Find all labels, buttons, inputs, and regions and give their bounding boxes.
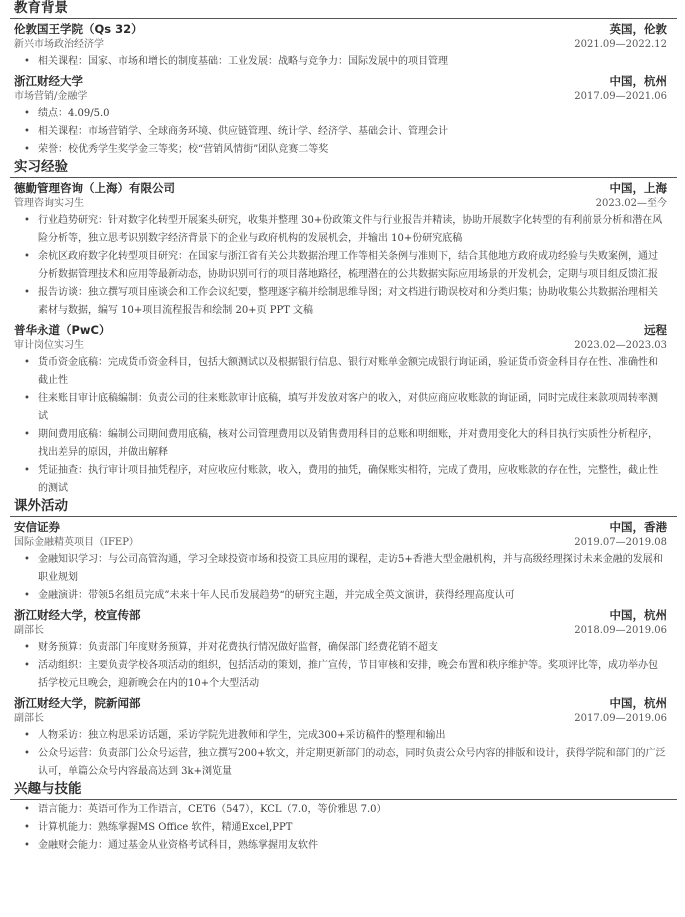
entry-date: 2021.09—2022.12 — [574, 39, 667, 50]
entry-date: 2017.09—2019.06 — [574, 713, 667, 724]
entry-bullets — [10, 212, 677, 320]
entry-subheader — [10, 338, 677, 353]
bullet-item: • 金融财会能力：通过基金从业资格考试科目，熟练掌握用友软件 — [24, 837, 667, 855]
entry-subheader — [10, 196, 677, 211]
entry-bullets — [10, 53, 677, 71]
entry-date: 2018.09—2019.06 — [574, 625, 667, 636]
activity-entry — [10, 695, 677, 781]
bullet-item: • 金融知识学习：与公司高管沟通，学习全球投资市场和投资工具应用的课程，走访5+香港大型金融机构，并与高级经理探讨未来金融的发展和职业规划 — [24, 551, 667, 587]
entry-role: 审计岗位实习生 — [14, 340, 84, 351]
entry-location: 中国，杭州 — [609, 608, 667, 622]
bullet-item: • 往来账目审计底稿编制：负责公司的往来账款审计底稿，填写并发放对客户的收入，对供应商应收账款的询证函，同时完成往来款项周转率测试 — [24, 390, 667, 426]
bullet-item: • 报告访谈：独立撰写项目座谈会和工作会议纪要，整理逐字稿并绘制思维导图；对文档进行勘误校对和分类归集；协助收集公共数据治理相关素材与数据，编写 10+项目流程报告和绘制 20+页 PPT 文稿 — [24, 284, 667, 320]
activity-entry — [10, 607, 677, 693]
bullet-item: • 金融演讲：带领5名组员完成”未来十年人民币发展趋势“的研究主题，并完成全英文演讲，获得经理高度认可 — [24, 587, 667, 605]
bullet-item: • 绩点：4.09/5.0 — [24, 105, 667, 123]
entry-role: 新兴市场政治经济学 — [14, 39, 104, 50]
section-title-internship: 实习经验 — [10, 159, 677, 178]
entry-header — [10, 21, 677, 37]
section-title-skills: 兴趣与技能 — [10, 781, 677, 800]
skills-bullets — [10, 801, 677, 855]
entry-location: 中国，香港 — [609, 520, 667, 534]
entry-bullets — [10, 354, 677, 498]
entry-role: 管理咨询实习生 — [14, 198, 84, 209]
education-entry — [10, 73, 677, 159]
bullet-item: • 荣誉：校优秀学生奖学金三等奖；校“营销风情街”团队竞赛二等奖 — [24, 141, 667, 159]
internship-entry — [10, 322, 677, 498]
entry-location: 远程 — [644, 323, 667, 337]
bullet-item: • 人物采访：独立构思采访话题，采访学院先进教师和学生，完成300+采访稿件的整理和输出 — [24, 727, 667, 745]
entry-bullets — [10, 551, 677, 605]
bullet-item: • 行业趋势研究：针对数字化转型开展案头研究，收集并整理 30+份政策文件与行业报告并精读，协助开展数字化转型的有利前景分析和潜在风险分析等，独立思考识别数字经济背景下的企业与政府机构的发展机会，并输出 10+份研究底稿 — [24, 212, 667, 248]
entry-role: 副部长 — [14, 625, 44, 636]
section-activities — [10, 498, 677, 781]
entry-date: 2023.02—2023.03 — [574, 340, 667, 351]
entry-date: 2017.09—2021.06 — [574, 91, 667, 102]
entry-header — [10, 180, 677, 196]
entry-org: 浙江财经大学，校宣传部 — [14, 608, 141, 622]
entry-org: 浙江财经大学，院新闻部 — [14, 696, 141, 710]
entry-header — [10, 73, 677, 89]
entry-header — [10, 322, 677, 338]
entry-bullets — [10, 105, 677, 159]
entry-org: 浙江财经大学 — [14, 74, 83, 88]
bullet-item: • 公众号运营：负责部门公众号运营，独立撰写200+软文，并定期更新部门的动态，同时负责公众号内容的排版和设计，获得学院和部门的广泛认可，单篇公众号内容最高达到 3k+浏览量 — [24, 745, 667, 781]
bullet-item: • 相关课程：国家、市场和增长的制度基础：工业发展：战略与竞争力：国际发展中的项目管理 — [24, 53, 667, 71]
section-title-education: 教育背景 — [10, 0, 677, 19]
section-skills — [10, 781, 677, 855]
entry-org: 安信证券 — [14, 520, 60, 534]
entry-subheader — [10, 711, 677, 726]
entry-location: 中国，上海 — [609, 181, 667, 195]
entry-role: 国际金融精英项目（IFEP） — [14, 537, 139, 548]
internship-entry — [10, 180, 677, 320]
entry-subheader — [10, 623, 677, 638]
entry-location: 中国，杭州 — [609, 696, 667, 710]
entry-location: 中国，杭州 — [609, 74, 667, 88]
entry-bullets — [10, 727, 677, 781]
entry-subheader — [10, 37, 677, 52]
bullet-item: • 财务预算：负责部门年度财务预算，并对花费执行情况做好监督，确保部门经费花销不超支 — [24, 639, 667, 657]
bullet-item: • 期间费用底稿：编制公司期间费用底稿，核对公司管理费用以及销售费用科目的总账和明细账，并对费用变化大的科目执行实质性分析程序，找出差异的原因，并做出解释 — [24, 426, 667, 462]
entry-subheader — [10, 89, 677, 104]
entry-subheader — [10, 535, 677, 550]
entry-role: 副部长 — [14, 713, 44, 724]
education-entry — [10, 21, 677, 71]
activity-entry — [10, 519, 677, 605]
entry-org: 普华永道（PwC） — [14, 323, 111, 337]
entry-bullets — [10, 639, 677, 693]
section-education — [10, 0, 677, 159]
section-title-activities: 课外活动 — [10, 498, 677, 517]
entry-date: 2019.07—2019.08 — [574, 537, 667, 548]
entry-header — [10, 519, 677, 535]
bullet-item: • 相关课程：市场营销学、全球商务环境、供应链管理、统计学、经济学、基础会计、管理会计 — [24, 123, 667, 141]
entry-location: 英国，伦敦 — [609, 22, 667, 36]
bullet-item: • 计算机能力：熟练掌握MS Office 软件，精通Excel,PPT — [24, 819, 667, 837]
bullet-item: • 货币资金底稿：完成货币资金科目，包括大额测试以及根据银行信息、银行对账单金额完成银行询证函，验证货币资金科目存在性、准确性和截止性 — [24, 354, 667, 390]
entry-header — [10, 695, 677, 711]
bullet-item: • 凭证抽查：执行审计项目抽凭程序，对应收应付账款，收入，费用的抽凭，确保账实相符，完成了费用，应收账款的存在性，完整性，截止性的测试 — [24, 462, 667, 498]
bullet-item: • 语言能力：英语可作为工作语言，CET6（547），KCL（7.0，等价雅思 7.0） — [24, 801, 667, 819]
bullet-item: • 余杭区政府数字化转型项目研究：在国家与浙江省有关公共数据治理工作等相关条例与准则下，结合其他地方政府成功经验与失败案例，通过分析数据管理技术和应用等最新动态，协助识别可行的项目落地路径，梳理潜在的公共数据实际应用场景的开发机会，定期与项目组反馈汇报 — [24, 248, 667, 284]
entry-org: 德勤管理咨询（上海）有限公司 — [14, 181, 175, 195]
section-internship — [10, 159, 677, 498]
entry-date: 2023.02—至今 — [595, 198, 667, 209]
entry-role: 市场营销/金融学 — [14, 91, 88, 102]
entry-header — [10, 607, 677, 623]
entry-org: 伦敦国王学院（Qs 32） — [14, 22, 143, 36]
bullet-item: • 活动组织：主要负责学校各项活动的组织，包括活动的策划，推广宣传，节目审核和安排，晚会布置和秩序维护等。奖项评比等，成功举办包括学校元旦晚会，迎新晚会在内的10+个大型活动 — [24, 657, 667, 693]
